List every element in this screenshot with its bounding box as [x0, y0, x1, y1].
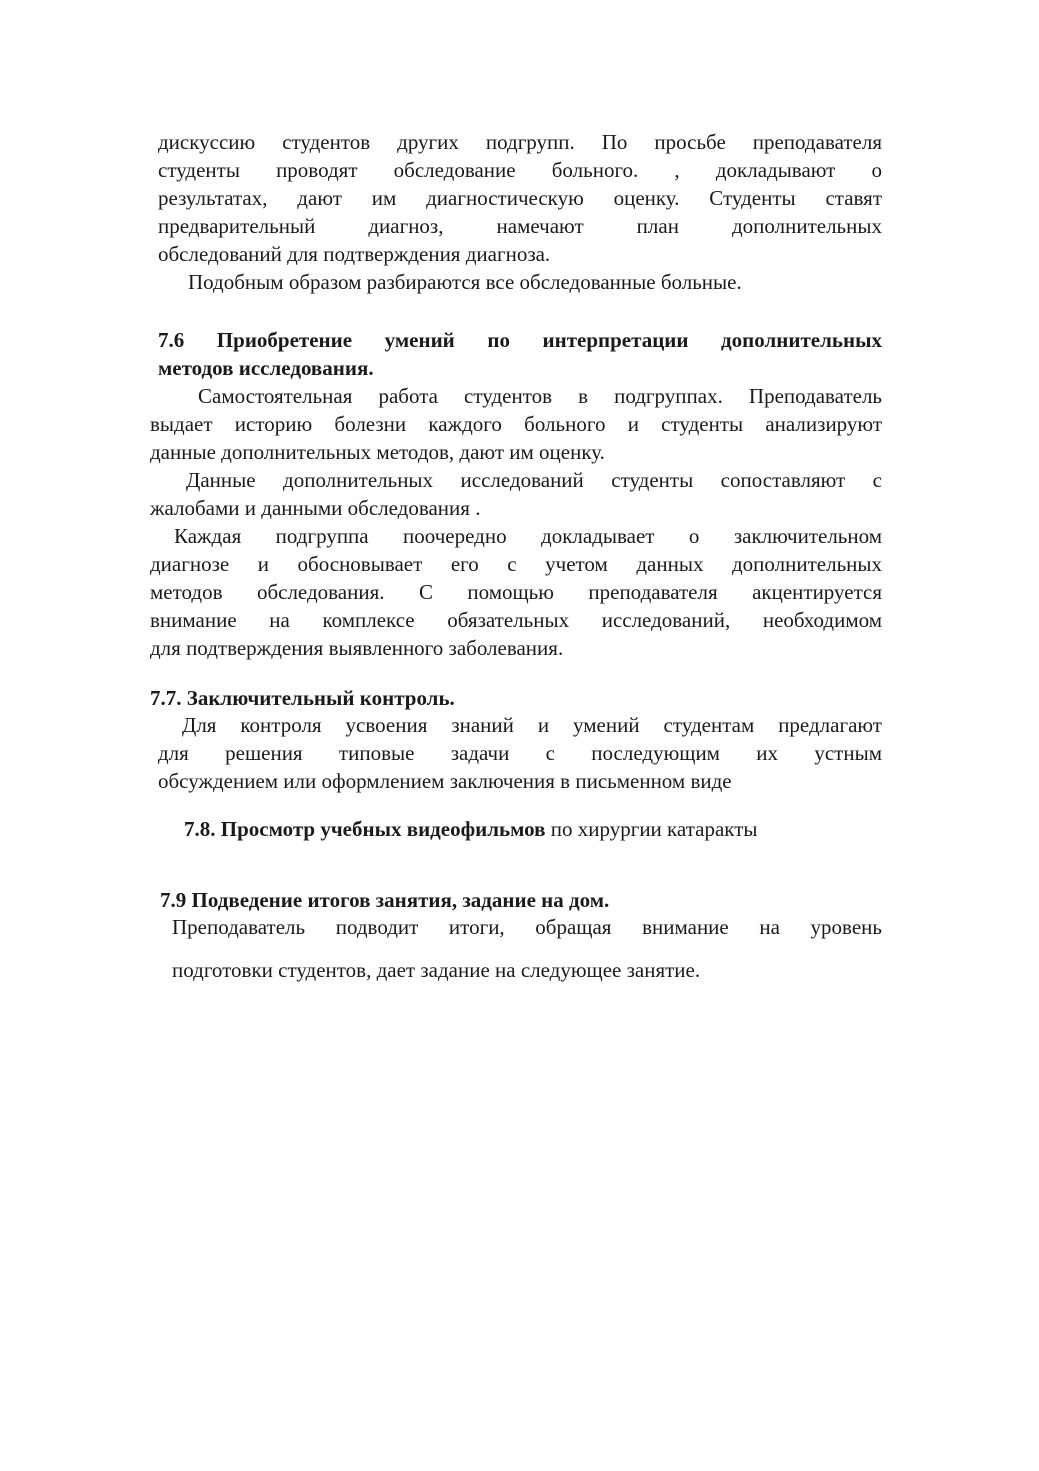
text-line: для подтверждения выявленного заболевания. [150, 636, 564, 660]
text-line: для решения типовые задачи с последующим их устным [158, 741, 882, 765]
intro-paragraph [158, 128, 882, 268]
text-line: диагнозе и обосновывает его с учетом данных дополнительных [150, 552, 882, 576]
section-7-8-text: по хирургии катаракты [545, 817, 758, 841]
text-line: предварительный диагноз, намечают план дополнительных [158, 214, 882, 238]
text-line: данные дополнительных методов, дают им оценку. [150, 440, 605, 464]
text-line: обсуждением или оформлением заключения в письменном виде [158, 769, 732, 793]
intro-closing-line: Подобным образом разбираются все обследованные больные. [188, 270, 742, 294]
text-line: Самостоятельная работа студентов в подгруппах. Преподаватель [198, 384, 882, 408]
section-7-9-line-1: Преподаватель подводит итоги, обращая внимание на уровень [172, 915, 882, 939]
text-line: внимание на комплексе обязательных исследований, необходимом [150, 608, 882, 632]
section-7-8-heading: 7.8. Просмотр учебных видеофильмов [184, 817, 546, 841]
text-line: студенты проводят обследование больного. , докладывают о [158, 158, 882, 182]
section-7-8-line [184, 815, 758, 843]
section-7-7-heading: 7.7. Заключительный контроль. [150, 686, 455, 710]
section-7-6-paragraph-2 [150, 466, 882, 522]
text-line: жалобами и данными обследования . [150, 496, 481, 520]
text-line: результатах, дают им диагностическую оценку. Студенты ставят [158, 186, 882, 210]
text-line: Для контроля усвоения знаний и умений студентам предлагают [182, 713, 882, 737]
section-7-6-paragraph-3 [150, 522, 882, 662]
section-7-6-heading [158, 326, 882, 382]
text-line: обследований для подтверждения диагноза. [158, 242, 551, 266]
section-7-9-line-2: подготовки студентов, дает задание на следующее занятие. [172, 958, 701, 982]
text-line: методов обследования. С помощью преподавателя акцентируется [150, 580, 882, 604]
text-line: Данные дополнительных исследований студенты сопоставляют с [186, 468, 882, 492]
heading-line: методов исследования. [158, 356, 374, 380]
section-7-7-paragraph [158, 711, 882, 795]
text-line: дискуссию студентов других подгрупп. По просьбе преподавателя [158, 130, 882, 154]
text-line: Каждая подгруппа поочередно докладывает о заключительном [174, 524, 882, 548]
text-line: выдает историю болезни каждого больного и студенты анализируют [150, 412, 882, 436]
heading-line: 7.6 Приобретение умений по интерпретации дополнительных [158, 328, 882, 352]
section-7-9-heading: 7.9 Подведение итогов занятия, задание на дом. [160, 888, 610, 912]
section-7-6-paragraph-1 [150, 382, 882, 466]
